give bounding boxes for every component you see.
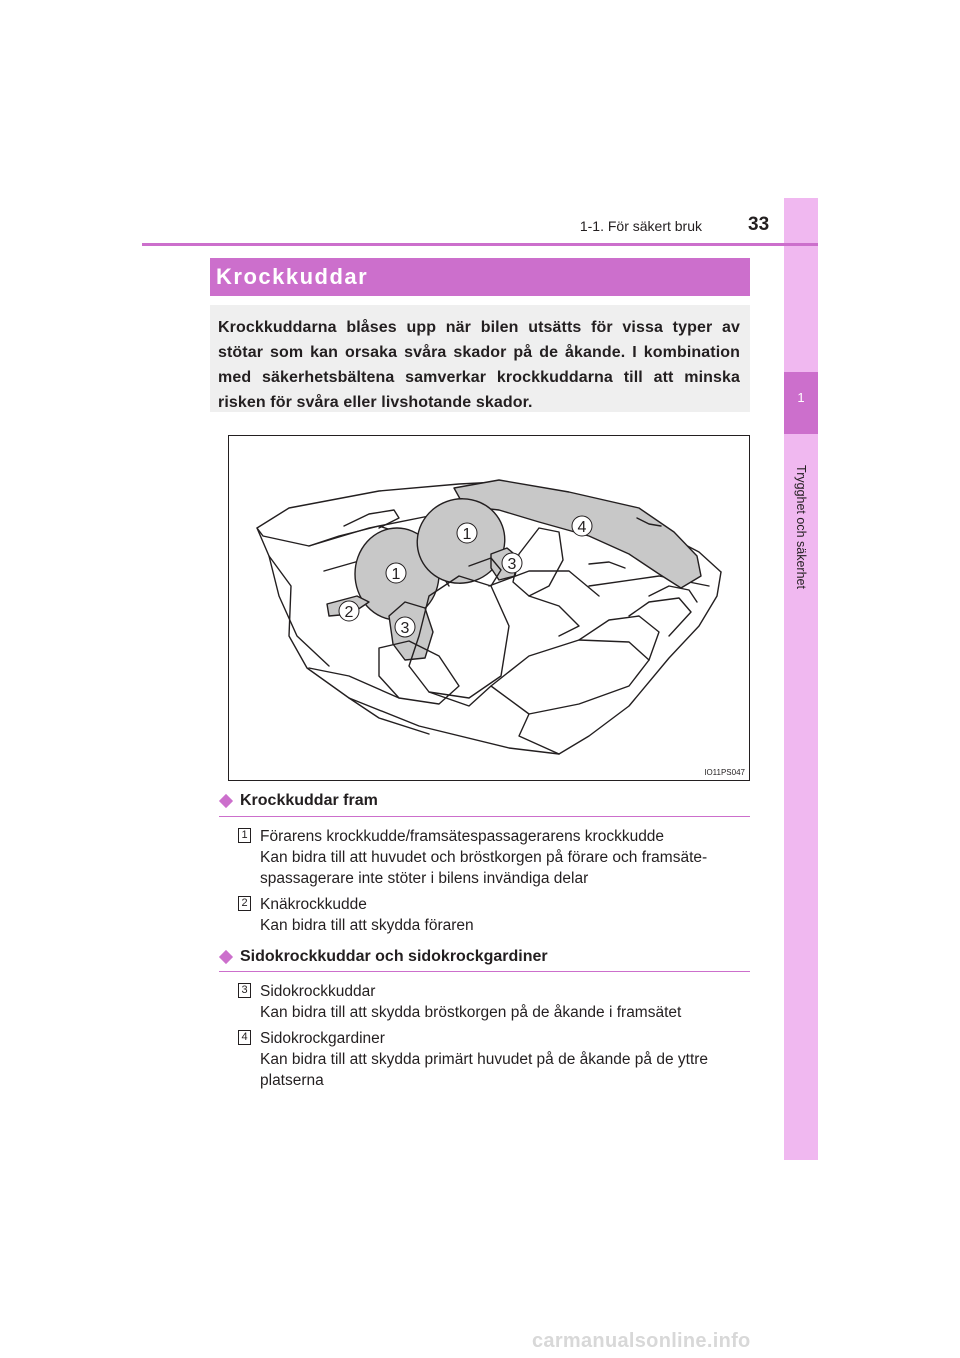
item-description-line: Kan bidra till att skydda primärt huvudet på de åkande på de yttre: [260, 1051, 709, 1068]
diamond-bullet-icon: [219, 794, 233, 808]
callout-1a: [386, 563, 406, 583]
item-number-box: 3: [238, 983, 251, 998]
item-description-line: spassagerare inte stöter i bilens invändiga delar: [260, 870, 589, 887]
item-description-line: Kan bidra till att skydda bröstkorgen på de åkande i framsätet: [260, 1004, 682, 1021]
item-number-box: 1: [238, 828, 251, 843]
section-rule: [219, 816, 750, 817]
callout-2: [339, 601, 359, 621]
svg-text:3: 3: [400, 620, 410, 637]
chapter-number: 1: [797, 390, 805, 405]
section-title: 1-1. För säkert bruk: [579, 218, 702, 234]
page-number: 33: [748, 214, 770, 235]
svg-text:1: 1: [391, 566, 401, 583]
rear-seat: [491, 640, 649, 714]
svg-text:1: 1: [462, 526, 472, 543]
svg-text:3: 3: [507, 556, 517, 573]
diamond-bullet-icon: [219, 950, 233, 964]
callout-3b: [502, 553, 522, 573]
svg-text:4: 4: [577, 519, 587, 536]
figure-id: IO11PS047: [704, 768, 745, 777]
item-number-box: 4: [238, 1030, 251, 1045]
section-rule: [219, 971, 750, 972]
chapter-tab-top: [784, 198, 818, 372]
airbag-illustration: [228, 435, 750, 781]
chapter-title: Trygghet och säkerhet: [794, 465, 808, 589]
header-rule: [142, 243, 818, 246]
item-title: Förarens krockkudde/framsätespassagerarens krockkudde: [260, 828, 665, 845]
callout-3a: [395, 617, 415, 637]
item-title: Sidokrockgardiner: [260, 1030, 385, 1047]
item-title: Knäkrockkudde: [260, 896, 367, 913]
callout-1b: [457, 523, 477, 543]
watermark: carmanualsonline.info: [532, 1330, 751, 1352]
item-description-line: Kan bidra till att skydda föraren: [260, 917, 474, 934]
item-number-box: 2: [238, 896, 251, 911]
section-heading-side-airbags: Sidokrockkuddar och sidokrockgardiner: [219, 948, 548, 966]
page-title-bar: [210, 258, 750, 296]
svg-text:2: 2: [344, 604, 354, 621]
page-title: Krockkuddar: [216, 264, 369, 289]
item-description-line: Kan bidra till att huvudet och bröstkorgen på förare och framsäte-: [260, 849, 708, 866]
section-heading-front-airbags: Krockkuddar fram: [219, 792, 378, 810]
item-title: Sidokrockkuddar: [260, 983, 376, 1000]
intro-box: Krockkuddarna blåses upp när bilen utsätts för vissa typer av stötar som kan orsaka svåra skador på de åkande. I kombination med säkerhetsbältena samverkar krockkuddarna till att minska risken för svåra eller livshotande skador.: [210, 305, 750, 412]
callout-4: [572, 516, 592, 536]
item-description-line: platserna: [260, 1072, 324, 1089]
car-interior-drawing: [229, 436, 749, 780]
